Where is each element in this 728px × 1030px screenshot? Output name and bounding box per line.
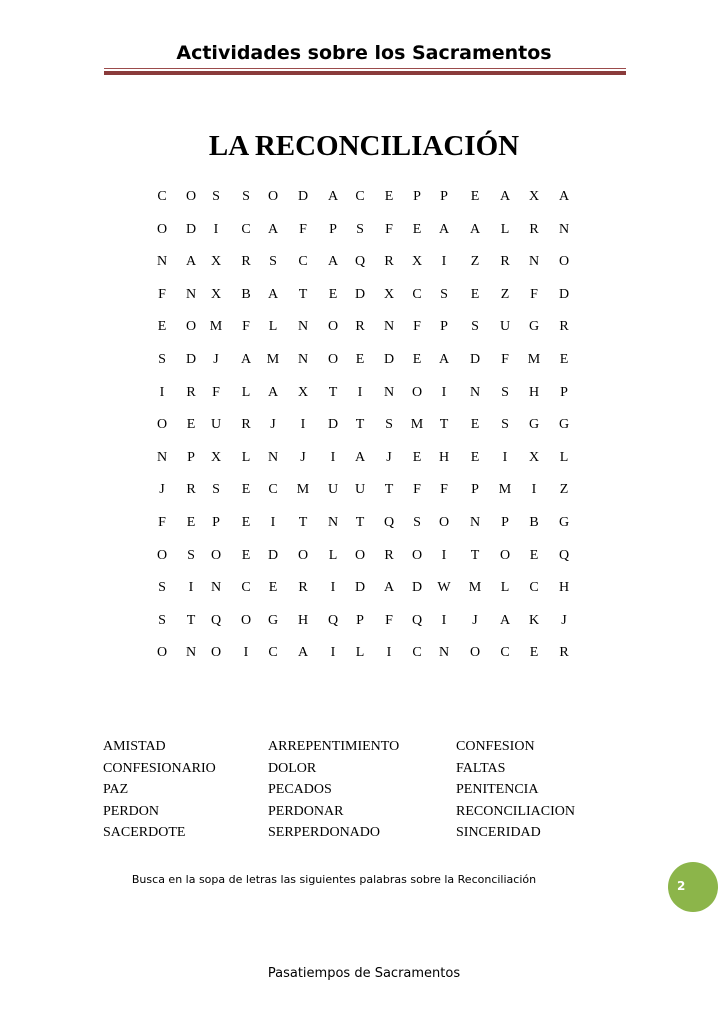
grid-cell: I [502, 449, 508, 465]
grid-cell: I [243, 645, 249, 661]
grid-cell: I [441, 384, 447, 400]
grid-cell: O [297, 547, 309, 563]
grid-cell: B [241, 286, 251, 302]
grid-cell: G [528, 417, 540, 433]
grid-cell: D [297, 189, 309, 204]
grid-cell: E [268, 580, 278, 596]
grid-cell: A [558, 189, 570, 204]
grid-cell: H [558, 580, 570, 596]
word-list-item: PAZ [103, 782, 129, 798]
grid-cell: Q [210, 612, 222, 628]
grid-cell: D [185, 352, 197, 367]
grid-cell: C [355, 189, 365, 204]
grid-cell: R [355, 319, 365, 335]
grid-cell: O [327, 319, 339, 335]
word-list-item: SINCERIDAD [456, 825, 541, 841]
grid-cell: L [355, 645, 365, 661]
grid-cell: P [329, 221, 337, 237]
grid-cell: M [410, 417, 424, 433]
grid-cell: L [500, 580, 510, 596]
grid-cell: I [357, 384, 363, 400]
grid-cell: P [471, 482, 479, 498]
grid-cell: J [213, 352, 219, 367]
grid-cell: F [413, 482, 421, 498]
grid-cell: H [297, 612, 309, 628]
grid-cell: C [157, 189, 167, 204]
word-list-item: DOLOR [268, 760, 317, 776]
grid-cell: E [355, 352, 365, 367]
grid-cell: S [385, 417, 393, 433]
grid-cell: L [268, 319, 278, 335]
grid-cell: S [212, 482, 220, 498]
grid-cell: E [241, 515, 251, 530]
grid-cell: A [469, 221, 481, 237]
grid-cell: S [501, 384, 509, 400]
grid-cell: Q [558, 547, 570, 563]
grid-cell: N [185, 286, 197, 302]
grid-cell: O [558, 254, 570, 270]
grid-cell: N [528, 254, 540, 270]
grid-cell: O [156, 547, 168, 563]
word-list-item: CONFESION [456, 739, 535, 754]
grid-cell: A [499, 189, 511, 204]
grid-cell: R [500, 254, 510, 270]
grid-cell: F [440, 482, 448, 498]
word-list-item: CONFESIONARIO [103, 760, 216, 776]
grid-cell: F [413, 319, 421, 335]
word-list-item: SERPERDONADO [268, 825, 381, 841]
grid-cell: O [438, 515, 450, 530]
grid-cell: Z [559, 482, 569, 498]
grid-cell: E [470, 449, 480, 465]
word-list-item: PERDON [103, 803, 160, 819]
grid-cell: T [355, 515, 365, 530]
grid-cell: N [297, 352, 309, 367]
grid-cell: F [242, 319, 250, 335]
grid-cell: A [185, 254, 197, 270]
grid-cell: E [529, 645, 539, 661]
grid-cell: D [469, 352, 481, 367]
grid-cell: H [528, 384, 540, 400]
grid-cell: Z [500, 286, 510, 302]
grid-cell: C [268, 645, 278, 661]
grid-cell: O [354, 547, 366, 563]
footer-text: Pasatiempos de Sacramentos [267, 966, 461, 981]
grid-cell: N [297, 319, 309, 335]
grid-cell: M [296, 482, 310, 498]
grid-cell: C [529, 580, 539, 596]
grid-cell: N [185, 645, 197, 661]
grid-cell: E [412, 449, 422, 465]
grid-cell: X [528, 449, 540, 465]
grid-cell: L [500, 221, 510, 237]
grid-cell: O [210, 547, 222, 563]
grid-cell: N [156, 254, 168, 270]
grid-cell: N [469, 384, 481, 400]
word-list-item: PECADOS [268, 782, 332, 798]
grid-cell: S [413, 515, 421, 530]
grid-cell: R [384, 547, 394, 563]
grid-cell: G [558, 417, 570, 433]
grid-cell: O [499, 547, 511, 563]
page-title: LA RECONCILIACIÓN [208, 130, 520, 162]
grid-cell: S [242, 189, 250, 204]
grid-cell: D [558, 286, 570, 302]
grid-cell: C [500, 645, 510, 661]
header-rule [104, 71, 626, 75]
grid-cell: Q [383, 515, 395, 530]
grid-cell: E [559, 352, 569, 367]
grid-cell: A [267, 221, 279, 237]
grid-cell: T [470, 547, 480, 563]
grid-cell: F [158, 286, 166, 302]
grid-cell: T [328, 384, 338, 400]
grid-cell: R [559, 319, 569, 335]
grid-cell: F [501, 352, 509, 367]
grid-cell: O [156, 645, 168, 661]
grid-cell: O [185, 319, 197, 335]
grid-cell: R [298, 580, 308, 596]
word-list-item: FALTAS [456, 760, 506, 776]
grid-cell: G [528, 319, 540, 335]
grid-cell: C [298, 254, 308, 270]
grid-cell: X [297, 384, 309, 400]
grid-cell: D [354, 286, 366, 302]
grid-cell: N [469, 515, 481, 530]
grid-cell: E [412, 352, 422, 367]
grid-cell: E [186, 515, 196, 530]
grid-cell: Q [411, 612, 423, 628]
grid-cell: I [270, 515, 276, 530]
grid-cell: O [156, 221, 168, 237]
grid-cell: M [266, 352, 280, 367]
grid-cell: S [158, 352, 166, 367]
grid-cell: C [412, 645, 422, 661]
grid-cell: J [386, 449, 392, 465]
grid-cell: S [356, 221, 364, 237]
grid-cell: A [354, 449, 366, 465]
word-list-item: RECONCILIACION [456, 803, 575, 819]
grid-cell: X [383, 286, 395, 302]
grid-cell: X [528, 189, 540, 204]
grid-cell: D [354, 580, 366, 596]
grid-cell: I [330, 449, 336, 465]
grid-cell: P [413, 189, 421, 204]
page-number: 2 [677, 879, 686, 893]
grid-cell: P [440, 319, 448, 335]
grid-cell: T [439, 417, 449, 433]
grid-cell: R [186, 482, 196, 498]
grid-cell: I [159, 384, 165, 400]
grid-cell: R [384, 254, 394, 270]
word-list-item: AMISTAD [103, 739, 166, 754]
grid-cell: R [241, 254, 251, 270]
grid-cell: S [471, 319, 479, 335]
grid-cell: N [210, 580, 222, 596]
grid-cell: Q [354, 254, 366, 270]
grid-cell: U [327, 482, 339, 498]
grid-cell: O [210, 645, 222, 661]
grid-cell: I [300, 417, 306, 433]
grid-cell: M [468, 580, 482, 596]
grid-cell: P [501, 515, 509, 530]
grid-cell: D [327, 417, 339, 433]
grid-cell: F [212, 384, 220, 400]
word-list-item: ARREPENTIMIENTO [268, 739, 400, 754]
instruction-text: Busca en la sopa de letras las siguientes palabras sobre la Reconciliación [131, 873, 537, 886]
grid-cell: P [560, 384, 568, 400]
grid-cell: O [240, 612, 252, 628]
grid-cell: A [383, 580, 395, 596]
grid-cell: L [559, 449, 569, 465]
grid-cell: X [411, 254, 423, 270]
grid-cell: I [386, 645, 392, 661]
grid-cell: I [531, 482, 537, 498]
grid-cell: E [328, 286, 338, 302]
grid-cell: L [328, 547, 338, 563]
grid-cell: M [498, 482, 512, 498]
grid-cell: A [327, 189, 339, 204]
grid-cell: G [558, 515, 570, 530]
grid-cell: M [209, 319, 223, 335]
grid-cell: N [327, 515, 339, 530]
grid-cell: I [441, 612, 447, 628]
grid-cell: N [383, 384, 395, 400]
grid-cell: R [529, 221, 539, 237]
grid-cell: E [470, 417, 480, 433]
grid-cell: K [528, 612, 540, 628]
grid-cell: F [385, 221, 393, 237]
grid-cell: F [299, 221, 307, 237]
grid-cell: C [241, 580, 251, 596]
grid-cell: I [213, 221, 219, 237]
grid-cell: A [267, 286, 279, 302]
header-title: Actividades sobre los Sacramentos [176, 42, 552, 64]
grid-cell: O [156, 417, 168, 433]
grid-cell: E [157, 319, 167, 335]
grid-cell: D [411, 580, 423, 596]
grid-cell: S [187, 547, 195, 563]
grid-cell: A [499, 612, 511, 628]
grid-cell: I [188, 580, 194, 596]
grid-cell: O [185, 189, 197, 204]
grid-cell: C [268, 482, 278, 498]
grid-cell: A [267, 384, 279, 400]
grid-cell: O [411, 384, 423, 400]
grid-cell: N [267, 449, 279, 465]
grid-cell: E [241, 547, 251, 563]
grid-cell: I [330, 645, 336, 661]
grid-cell: T [355, 417, 365, 433]
grid-cell: J [561, 612, 567, 628]
grid-cell: O [411, 547, 423, 563]
grid-cell: E [470, 286, 480, 302]
grid-cell: D [383, 352, 395, 367]
grid-cell: C [412, 286, 422, 302]
grid-cell: A [438, 352, 450, 367]
grid-cell: G [267, 612, 279, 628]
grid-cell: J [270, 417, 276, 433]
grid-cell: F [530, 286, 538, 302]
grid-cell: F [385, 612, 393, 628]
grid-cell: P [440, 189, 448, 204]
grid-cell: Q [327, 612, 339, 628]
grid-cell: T [186, 612, 196, 628]
grid-cell: T [298, 286, 308, 302]
grid-cell: E [241, 482, 251, 498]
word-list-item: PENITENCIA [456, 782, 539, 798]
grid-cell: R [186, 384, 196, 400]
grid-cell: S [501, 417, 509, 433]
grid-cell: X [210, 286, 222, 302]
grid-cell: U [210, 417, 222, 433]
grid-cell: X [210, 254, 222, 270]
grid-cell: S [212, 189, 220, 204]
header-rule-thin [104, 68, 626, 69]
grid-cell: X [210, 449, 222, 465]
grid-cell: A [438, 221, 450, 237]
grid-cell: E [384, 189, 394, 204]
grid-cell: U [499, 319, 511, 335]
grid-cell: L [241, 449, 251, 465]
grid-cell: T [298, 515, 308, 530]
grid-cell: J [472, 612, 478, 628]
grid-cell: J [300, 449, 306, 465]
grid-cell: O [267, 189, 279, 204]
grid-cell: S [158, 580, 166, 596]
grid-cell: P [187, 449, 195, 465]
grid-cell: W [437, 580, 451, 596]
grid-cell: O [469, 645, 481, 661]
grid-cell: S [269, 254, 277, 270]
grid-cell: I [441, 254, 447, 270]
grid-cell: H [438, 449, 450, 465]
grid-cell: P [212, 515, 220, 530]
grid-cell: I [330, 580, 336, 596]
grid-cell: J [159, 482, 165, 498]
grid-cell: N [383, 319, 395, 335]
grid-cell: E [412, 221, 422, 237]
grid-cell: N [558, 221, 570, 237]
grid-cell: S [158, 612, 166, 628]
grid-cell: P [356, 612, 364, 628]
grid-cell: D [267, 547, 279, 563]
grid-cell: F [158, 515, 166, 530]
grid-cell: C [241, 221, 251, 237]
word-list-item: SACERDOTE [103, 825, 186, 841]
grid-cell: T [384, 482, 394, 498]
grid-cell: A [240, 352, 252, 367]
grid-cell: Z [470, 254, 480, 270]
grid-cell: E [470, 189, 480, 204]
grid-cell: L [241, 384, 251, 400]
grid-cell: I [441, 547, 447, 563]
grid-cell: U [354, 482, 366, 498]
grid-cell: E [529, 547, 539, 563]
grid-cell: S [440, 286, 448, 302]
grid-cell: A [327, 254, 339, 270]
grid-cell: D [185, 221, 197, 237]
word-list-item: PERDONAR [268, 803, 344, 819]
grid-cell: E [186, 417, 196, 433]
page-number-badge [668, 862, 718, 912]
grid-cell: A [297, 645, 309, 661]
grid-cell: O [327, 352, 339, 367]
grid-cell: N [438, 645, 450, 661]
grid-cell: B [529, 515, 539, 530]
grid-cell: N [156, 449, 168, 465]
grid-cell: M [527, 352, 541, 367]
grid-cell: R [559, 645, 569, 661]
grid-cell: R [241, 417, 251, 433]
